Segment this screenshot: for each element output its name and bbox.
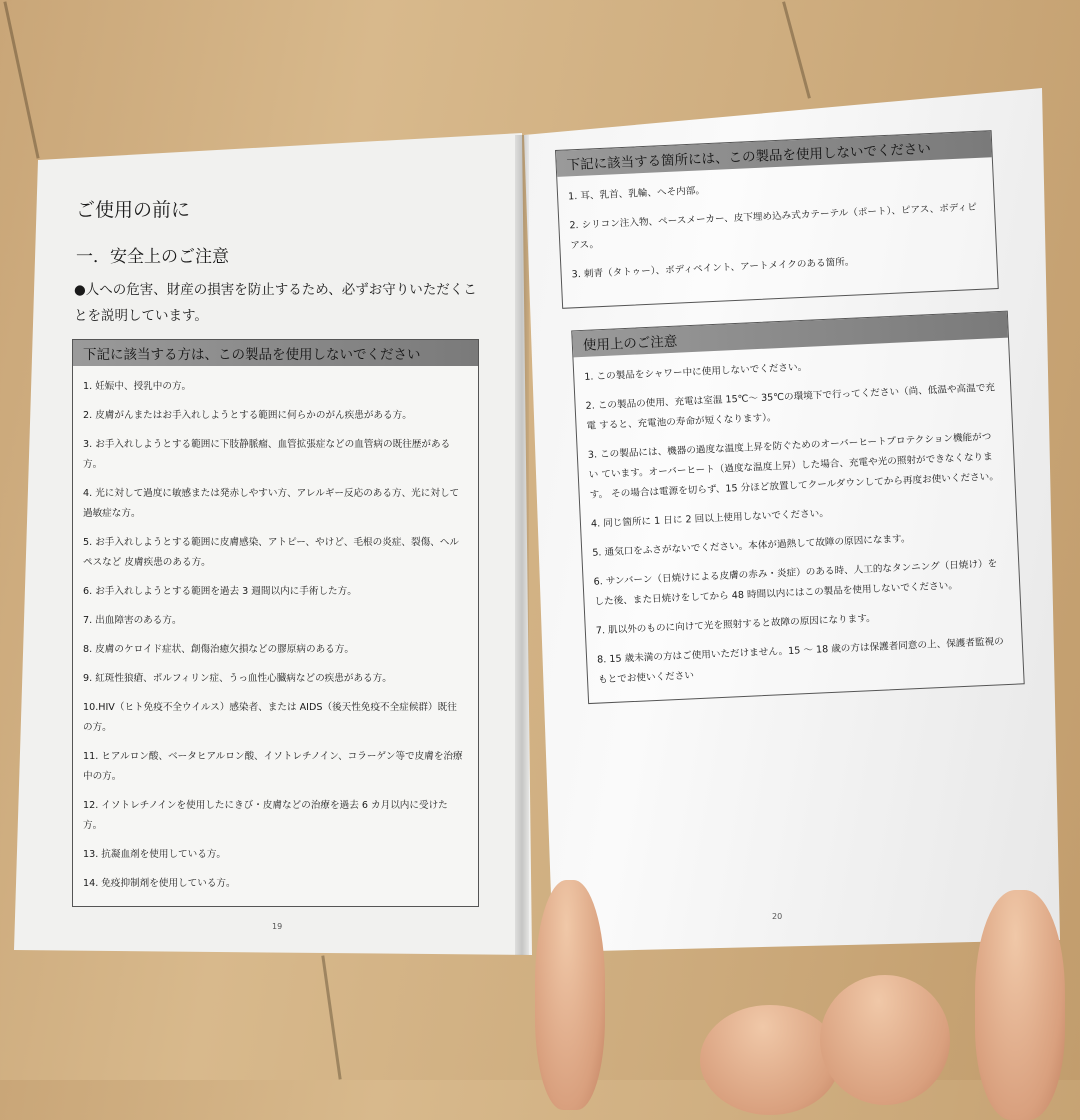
page-title: ご使用の前に xyxy=(76,199,191,221)
lead-text: ●人への危害、財産の損害を防止するため、必ずお守りいただくことを説明しています。 xyxy=(74,282,477,324)
restricted-areas-list xyxy=(557,157,997,308)
list-item: 8. 皮膚のケロイド症状、創傷治癒欠損などの膠原病のある方。 xyxy=(83,644,354,655)
list-item: 4. 同じ箇所に 1 日に 2 回以上使用しないでください。 xyxy=(590,507,830,530)
list-item: 1. この製品をシャワー中に使用しないでください。 xyxy=(584,361,808,383)
right-page-content xyxy=(555,130,1025,705)
list-item: 7. 出血障害のある方。 xyxy=(83,615,182,626)
list-item: 7. 肌以外のものに向けて光を照射すると故障の原因になります。 xyxy=(595,612,876,637)
left-page-content xyxy=(60,195,485,907)
page-number: 20 xyxy=(772,912,783,921)
list-item: 8. 15 歳未満の方はご使用いただけません。15 ～ 18 歳の方は保護者同意の上、保護者監視のもとでお使いください xyxy=(596,636,1004,686)
list-item: 3. この製品には、機器の過度な温度上昇を防ぐためのオーバーヒートプロテクション機能がつい ています。オーバーヒート（過度な温度上昇）した場合、充電や光の照射ができなくなります。 その場合は電源を切らず、15 分ほど放置してクールダウンしてから再度お使いください。 xyxy=(587,431,1000,501)
box-heading: 使用上のご注意 xyxy=(572,312,1008,358)
booklet-spine xyxy=(515,135,529,955)
wood-seam xyxy=(782,1,811,98)
knuckle xyxy=(700,1005,840,1115)
usage-precautions-box xyxy=(571,311,1025,704)
wood-seam xyxy=(3,1,39,158)
contraindications-box xyxy=(72,339,479,907)
list-item: 9. 紅斑性狼瘡、ポルフィリン症、うっ血性心臓病などの疾患がある方。 xyxy=(83,673,392,684)
right-finger xyxy=(975,890,1065,1120)
list-item: 2. シリコン注入物、ペースメーカー、皮下埋め込み式カテーテル（ポート）、ピアス、ボディピアス。 xyxy=(569,201,978,252)
list-item: 12. イソトレチノインを使用したにきび・皮膚などの治療を過去 6 カ月以内に受けた方。 xyxy=(83,800,448,831)
section-heading: 一．安全上のご注意 xyxy=(76,247,229,267)
list-item: 1. 耳、乳首、乳輪、へそ内部。 xyxy=(567,185,706,203)
left-thumb xyxy=(535,880,605,1110)
list-item: 3. 刺青（タトゥー）、ボディペイント、アートメイクのある箇所。 xyxy=(571,256,855,281)
list-item: 5. お手入れしようとする範囲に皮膚感染、アトピー、やけど、毛根の炎症、裂傷、ヘルペスなど 皮膚疾患のある方。 xyxy=(83,537,459,568)
box-heading: 下記に該当する箇所には、この製品を使用しないでください xyxy=(556,131,992,177)
list-item: 1. 妊娠中、授乳中の方。 xyxy=(83,381,192,392)
list-item: 2. この製品の使用、充電は室温 15℃～ 35℃の環境下で行ってください（尚、低温や高温で充電 すると、充電池の寿命が短くなります）。 xyxy=(585,382,996,432)
restricted-areas-box xyxy=(555,130,999,309)
contraindications-list xyxy=(73,366,478,906)
knuckle xyxy=(820,975,950,1105)
list-item: 3. お手入れしようとする範囲に下肢静脈瘤、血管拡張症などの血管病の既往歴がある方。 xyxy=(83,439,451,470)
box-heading: 下記に該当する方は、この製品を使用しないでください xyxy=(73,340,478,366)
list-item: 2. 皮膚がんまたはお手入れしようとする範囲に何らかのがん疾患がある方。 xyxy=(83,410,412,421)
list-item: 14. 免疫抑制剤を使用している方。 xyxy=(83,878,236,889)
list-item: 6. サンバーン（日焼けによる皮膚の赤み・炎症）のある時、人工的なタンニング（日焼け）をした後、また日焼けをしてから 48 時間以内にはこの製品を使用しないでください。 xyxy=(593,558,998,608)
wood-seam xyxy=(321,955,341,1079)
list-item: 11. ヒアルロン酸、ベータヒアルロン酸、イソトレチノイン、コラーゲン等で皮膚を治療中の方。 xyxy=(83,751,463,782)
usage-precautions-list xyxy=(573,338,1023,703)
list-item: 4. 光に対して過度に敏感または発赤しやすい方、アレルギー反応のある方、光に対して過敏症な方。 xyxy=(83,488,460,519)
list-item: 13. 抗凝血剤を使用している方。 xyxy=(83,849,227,860)
list-item: 6. お手入れしようとする範囲を過去 3 週間以内に手術した方。 xyxy=(83,586,357,597)
page-number: 19 xyxy=(272,922,283,931)
list-item: 5. 通気口をふさがないでください。本体が過熱して故障の原因になます。 xyxy=(592,533,911,559)
list-item: 10.HIV（ヒト免疫不全ウイルス）感染者、または AIDS（後天性免疫不全症候群）既往の方。 xyxy=(83,702,457,733)
